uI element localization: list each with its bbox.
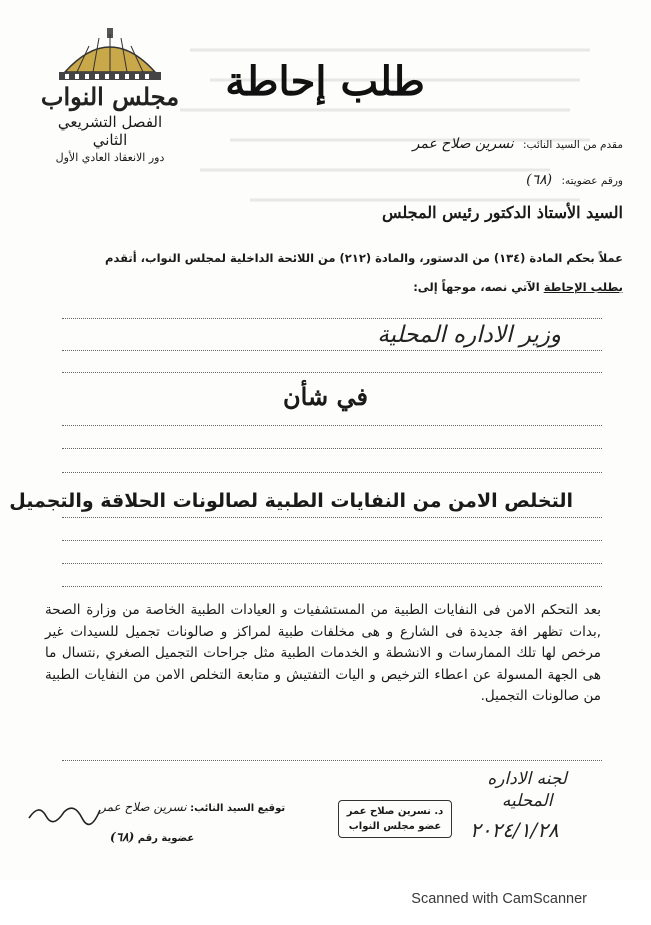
member-stamp [338, 800, 452, 838]
membership-line [526, 172, 623, 188]
signature-scribble [24, 798, 104, 828]
submitter-line [413, 136, 623, 152]
membership-number: (٦٨) [526, 172, 553, 188]
committee-line-2: المحليه [501, 791, 553, 811]
dotted-line [62, 425, 602, 426]
dotted-line [62, 760, 602, 761]
concerning-heading: في شأن [283, 382, 368, 411]
signature-membership [110, 830, 194, 844]
document-title: طلب إحاطة [225, 58, 425, 105]
membership-label: ورقم عضويته: [561, 175, 623, 187]
committee-handwritten [487, 768, 567, 812]
date-handwritten: ٢٠٢٤/١/٢٨ [470, 818, 559, 842]
camscanner-footer: Scanned with CamScanner [411, 891, 587, 907]
submitter-label: مقدم من السيد النائب: [523, 139, 623, 151]
signature-membership-number: (٦٨) [110, 830, 135, 844]
dotted-line [62, 517, 602, 518]
request-body: بعد التحكم الامن فى النفايات الطبية من المستشفيات و العيادات الطبية الخاصة من وزارة الصحة ,بدات تظهر افة جديدة فى الشارع و هى مخلفات طبية لمراكز و صالونات تجميل للسيدات غير مرخص لها تلك الممارسات و الانشطة و الخدمات الطبية مثل جراحات التجميل الصغري ,نتسال ما هى الجهة المسولة عن اعطاء الترخيص و اليات التفتيش و متابعة التخلص الامن من النفايات الطبية من صالونات التجميل. [45, 602, 601, 705]
session-label: دور الانعقاد العادي الأول [55, 151, 165, 164]
preamble-rest: الآتي نصه، موجهاً إلى: [413, 280, 540, 294]
dotted-line [62, 350, 602, 351]
subject-line: التخلص الامن من النفايات الطبية لصالونات الحلاقة والتجميل [9, 490, 573, 512]
dotted-line [62, 448, 602, 449]
preamble-line-2 [23, 273, 623, 302]
signature-label: توقيع السيد النائب: [190, 803, 286, 814]
signature-line [100, 800, 285, 814]
stamp-name: د. نسرين صلاح عمر [346, 806, 444, 817]
preamble-line-1: عملاً بحكم المادة (١٣٤) من الدستور، والمادة (٢١٢) من اللائحة الداخلية لمجلس النواب، أتقدم [105, 251, 623, 265]
committee-line-1: لجنه الاداره [487, 769, 567, 789]
submitter-signature: نسرين صلاح عمر [412, 136, 514, 152]
dotted-line [62, 563, 602, 564]
signature-name: نسرين صلاح عمر [100, 800, 187, 814]
dotted-line [62, 472, 602, 473]
dotted-line [62, 318, 602, 319]
legislative-term: الفصل التشريعي الثاني [57, 113, 163, 149]
addressee: السيد الأستاذ الدكتور رئيس المجلس [381, 203, 623, 222]
org-name: مجلس النواب [40, 82, 180, 111]
parliament-logo [40, 28, 180, 164]
dotted-line [62, 586, 602, 587]
dotted-line [62, 372, 602, 373]
preamble-underlined: بطلب الإحاطة [543, 280, 623, 294]
preamble [23, 244, 623, 302]
recipient-handwritten: وزير الاداره المحلية [377, 322, 561, 348]
signature-membership-label: عضوية رقم [137, 833, 195, 844]
stamp-title: عضو مجلس النواب [348, 821, 442, 832]
dotted-line [62, 540, 602, 541]
dome-icon [55, 28, 165, 80]
